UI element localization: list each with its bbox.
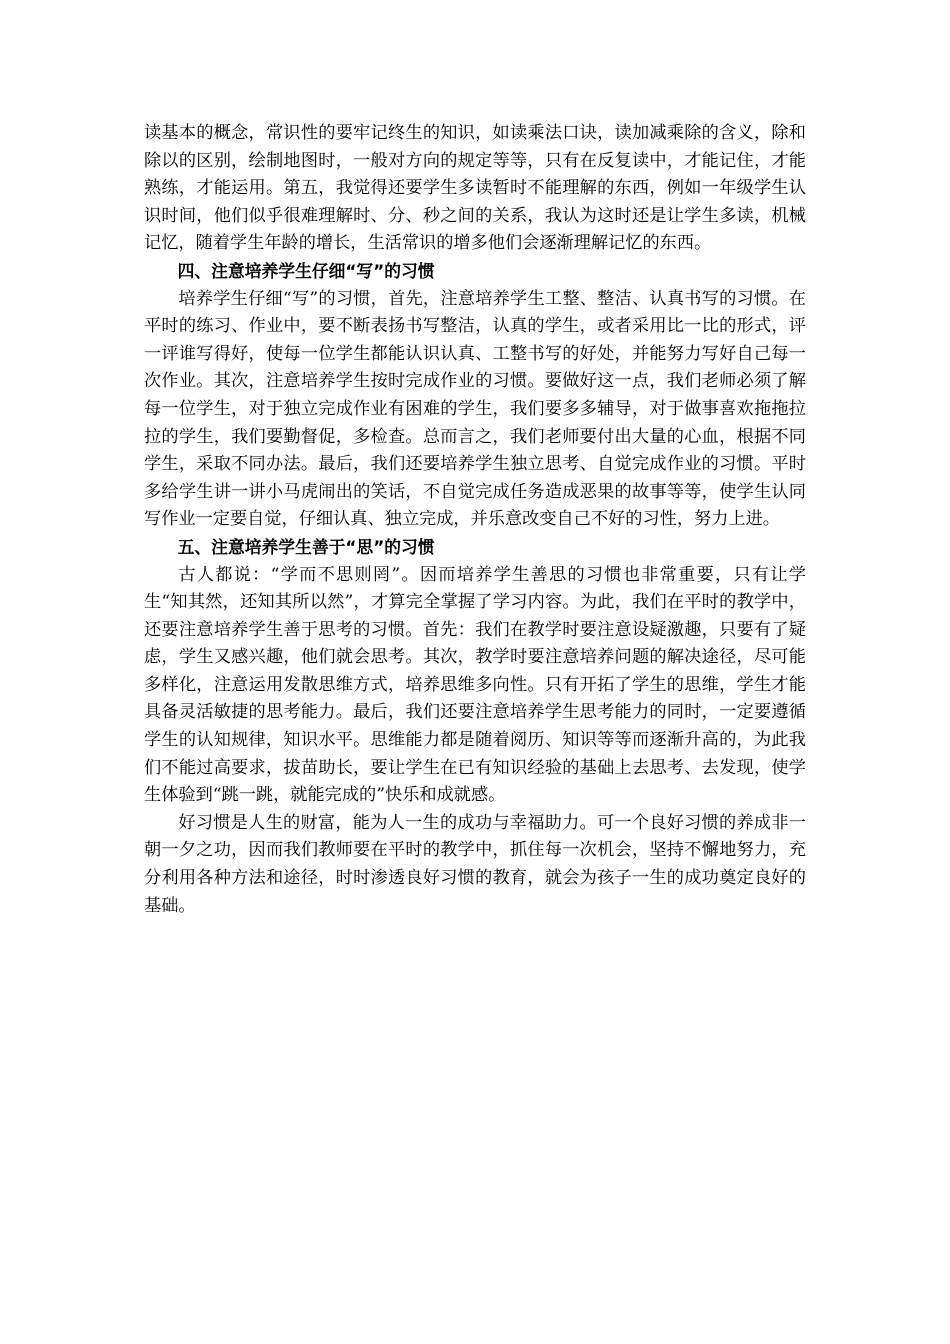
section-heading-writing: 四、注意培养学生仔细“写”的习惯 <box>177 260 435 281</box>
paragraph-thinking-habit: 古人都说：“学而不思则罔”。因而培养学生善思的习惯也非常重要，只有让学生“知其然，还知其所以然”，才算完全掌握了学习内容。为此，我们在平时的教学中，还要注意培养学生善于思考的习惯。首先：我们在教学时要注意设疑激趣，只要有了疑虑，学生又感兴趣，他们就会思考。其次，教学时要注意培养问题的解决途径，尽可能多样化，注意运用发散思维方式，培养思维多向性。只有开拓了学生的思维，学生才能具备灵活敏捷的思考能力。最后，我们还要注意培养学生思考能力的同时，一定要遵循学生的认知规律，知识水平。思维能力都是随着阅历、知识等等而逐渐升高的，为此我们不能过高要求，拔苗助长，要让学生在已有知识经验的基础上去思考、去发现，使学生体验到“跳一跳，就能完成的”快乐和成就感。 <box>144 564 806 806</box>
section-heading-thinking: 五、注意培养学生善于“思”的习惯 <box>177 536 435 557</box>
paragraph-writing-habit: 培养学生仔细“写”的习惯，首先，注意培养学生工整、整洁、认真书写的习惯。在平时的练习、作业中，要不断表扬书写整洁，认真的学生，或者采用比一比的形式，评一评谁写得好，使每一位学生都能认识认真、工整书写的好处，并能努力写好自己每一次作业。其次，注意培养学生按时完成作业的习惯。要做好这一点，我们老师必须了解每一位学生，对于独立完成作业有困难的学生，我们要多多辅导，对于做事喜欢拖拖拉拉的学生，我们要勤督促，多检查。总而言之，我们老师要付出大量的心血，根据不同学生，采取不同办法。最后，我们还要培养学生独立思考、自觉完成作业的习惯。平时多给学生讲一讲小马虎闹出的笑话，不自觉完成任务造成恶果的故事等等，使学生认同写作业一定要自觉，仔细认真、独立完成，并乐意改变自己不好的习性，努力上进。 <box>144 288 806 530</box>
paragraph-conclusion: 好习惯是人生的财富，能为人一生的成功与幸福助力。可一个良好习惯的养成非一朝一夕之功，因而我们教师要在平时的教学中，抓住每一次机会，坚持不懈地努力，充分利用各种方法和途径，时时渗透良好习惯的教育，就会为孩子一生的成功奠定良好的基础。 <box>144 812 806 916</box>
paragraph-reading-continued: 读基本的概念，常识性的要牢记终生的知识，如读乘法口诀，读加减乘除的含义，除和除以的区别，绘制地图时，一般对方向的规定等等，只有在反复读中，才能记住，才能熟练，才能运用。第五，我觉得还要学生多读暂时不能理解的东西，例如一年级学生认识时间，他们似乎很难理解时、分、秒之间的关系，我认为这时还是让学生多读，机械记忆，随着学生年龄的增长，生活常识的增多他们会逐渐理解记忆的东西。 <box>144 123 806 254</box>
document-page <box>144 120 806 920</box>
